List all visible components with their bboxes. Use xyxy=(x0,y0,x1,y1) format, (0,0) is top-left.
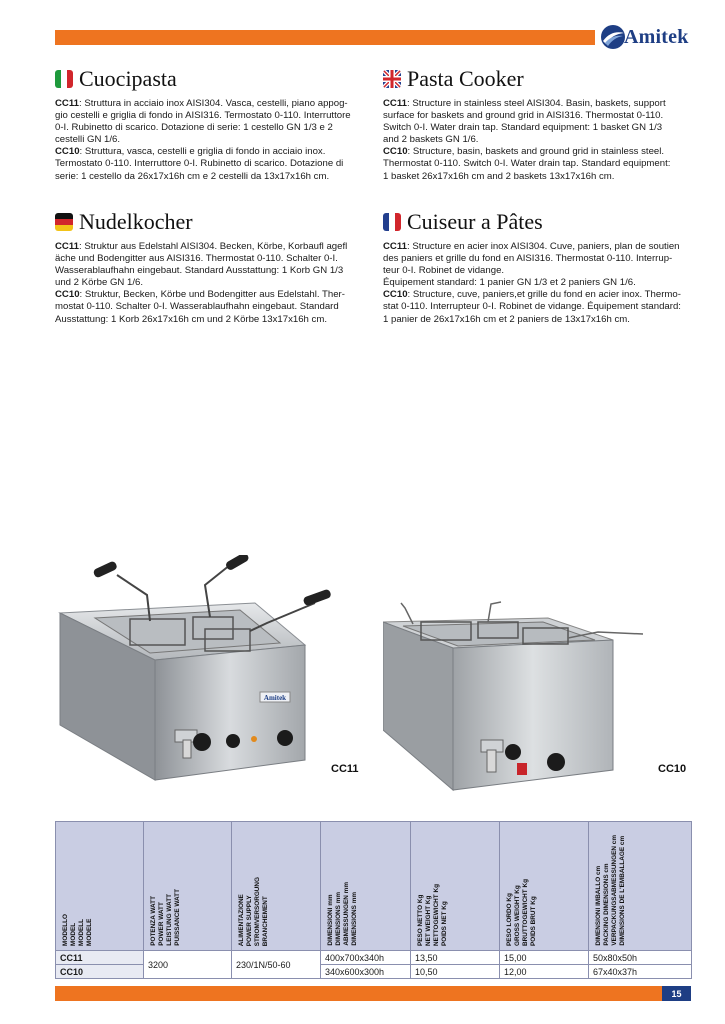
model-code: CC11 xyxy=(383,98,407,109)
spec-table xyxy=(55,821,692,979)
model-code: CC11 xyxy=(55,241,79,252)
cell-net-weight: 10,50 xyxy=(411,965,500,979)
header-dimensions: DIMENSIONI mm DIMENSIONS mm ABMESSUNGEN mm DIMENSIONS mm xyxy=(327,882,358,946)
text-line: Termostato 0-110. Interruttore 0-I. Rubinetto di scarico. Dotazione di xyxy=(55,158,344,170)
cc11-badge: Amitek xyxy=(263,694,287,702)
cell-power-supply: 230/1N/50-60 xyxy=(232,951,321,979)
text-line: 1 basket 26x17x16h cm and 2 baskets 13x17x16h cm. xyxy=(383,170,615,182)
italy-flag-icon xyxy=(55,70,73,88)
france-flag-icon xyxy=(383,213,401,231)
text-line: serie: 1 cestello da 26x17x16h cm e 2 cestelli da 13x17x16h cm. xyxy=(55,170,330,182)
text-line: äche und Bodengitter aus AISI316. Thermostat 0-110. Schalter 0-I. xyxy=(55,253,338,265)
cell-model: CC11 xyxy=(56,951,144,965)
text-line: 1 panier de 26x17x16h cm et 2 paniers de 13x17x16h cm. xyxy=(383,313,630,325)
text-line: stat 0-110. Interrupteur 0-I. Robinet de vidange. Équipement standard: xyxy=(383,301,681,313)
header-model: MODELLO MODEL MODELL MODELE xyxy=(62,914,93,946)
text-line: CC11: Struktur aus Edelstahl AISI304. Becken, Körbe, Korbaufl agefl xyxy=(55,241,348,252)
table-header-row xyxy=(56,822,692,951)
cc11-product-image xyxy=(55,555,365,790)
uk-flag-icon xyxy=(383,70,401,88)
cell-packing-dimensions: 50x80x50h xyxy=(589,951,692,965)
text-line: CC10: Struttura, vasca, cestelli e griglia di fondo in acciaio inox. xyxy=(55,146,326,158)
model-code: CC10 xyxy=(55,289,80,301)
text-line: CC11: Structure en acier inox AISI304. Cuve, paniers, plan de soutien xyxy=(383,241,680,252)
text-line: Wasserablaufhahn eingebaut. Standard Ausstattung: 1 Korb GN 1/3 xyxy=(55,265,344,277)
text-line: mostat 0-110. Schalter 0-I. Wasserablaufhahn eingebaut. Standard xyxy=(55,301,339,313)
section-french xyxy=(383,209,698,326)
text-line: surface for baskets and ground grid in AISI316. Thermostat 0-110. xyxy=(383,110,664,122)
model-code: CC10 xyxy=(383,289,408,301)
text-line: gio cestelli e griglia di fondo in AISI316. Termostato 0-110. Interruttore xyxy=(55,110,351,122)
text-line: CC10: Struktur, Becken, Körbe und Bodengitter aus Edelstahl. Ther- xyxy=(55,289,345,301)
text-line: Thermostat 0-110. Switch 0-I. Water drain tap. Standard equipment: xyxy=(383,158,671,170)
section-english xyxy=(383,66,698,183)
model-code: CC10 xyxy=(383,146,408,158)
text-line: des paniers et grille du fond en AISI316. Thermostat 0-110. Interrup- xyxy=(383,253,673,265)
cell-model: CC10 xyxy=(56,965,144,979)
text-line: 0-I. Rubinetto di scarico. Dotazione di serie: 1 cestello GN 1/3 e 2 xyxy=(55,122,333,134)
description-french xyxy=(383,241,698,326)
text-line: CC11: Structure in stainless steel AISI304. Basin, baskets, support xyxy=(383,98,666,109)
text-line: Équipement standard: 1 panier GN 1/3 et 2 paniers GN 1/6. xyxy=(383,277,636,289)
model-code: CC11 xyxy=(383,241,407,252)
amitek-swoosh-icon xyxy=(600,24,626,50)
text-line: Ausstattung: 1 Korb 26x17x16h cm und 2 Körbe 13x17x16h cm. xyxy=(55,313,327,325)
cc10-product-image xyxy=(383,600,693,795)
header-bar xyxy=(55,30,595,45)
text-line: and 2 baskets GN 1/6. xyxy=(383,134,479,146)
heading-german: Nudelkocher xyxy=(79,209,193,234)
header-net-weight: PESO NETTO Kg NET WEIGHT Kg NETTOGEWICHT Kg POIDS NET Kg xyxy=(417,883,448,946)
table-row xyxy=(56,951,692,965)
text-line: teur 0-I. Robinet de vidange. xyxy=(383,265,505,277)
description-german xyxy=(55,241,370,326)
cc11-label: CC11 xyxy=(331,763,359,775)
cell-packing-dimensions: 67x40x37h xyxy=(589,965,692,979)
section-italian xyxy=(55,66,370,183)
germany-flag-icon xyxy=(55,213,73,231)
cell-dimensions: 400x700x340h xyxy=(321,951,411,965)
heading-italian: Cuocipasta xyxy=(79,66,177,91)
text-line: cestelli GN 1/6. xyxy=(55,134,121,146)
text-line: CC11: Struttura in acciaio inox AISI304. Vasca, cestelli, piano appog- xyxy=(55,98,348,109)
section-german xyxy=(55,209,370,326)
header-gross-weight: PESO LORDO Kg GROSS WEIGHT Kg BRUTTOGEWICHT Kg POIDS BRUT Kg xyxy=(506,879,537,946)
heading-french: Cuiseur a Pâtes xyxy=(407,209,543,234)
cc10-label: CC10 xyxy=(658,763,687,775)
cell-net-weight: 13,50 xyxy=(411,951,500,965)
cell-gross-weight: 15,00 xyxy=(500,951,589,965)
text-line: und 2 Körbe GN 1/6. xyxy=(55,277,143,289)
header-power-supply: ALIMENTAZIONE POWER SUPPLY STROMVERSORGUNG BRANCHEMENT xyxy=(238,876,269,946)
page-number: 15 xyxy=(662,986,691,1001)
amitek-logo xyxy=(600,22,700,52)
footer-bar xyxy=(55,986,691,1001)
model-code: CC11 xyxy=(55,98,79,109)
brand-name: Amitek xyxy=(624,25,689,48)
cell-gross-weight: 12,00 xyxy=(500,965,589,979)
heading-english: Pasta Cooker xyxy=(407,66,524,91)
description-italian xyxy=(55,98,370,183)
cell-power: 3200 xyxy=(144,951,232,979)
header-packing-dimensions: DIMENSIONI IMBALLO cm PACKING DIMENSIONS cm VERPACKUNGSABMESSUNGEN cm DIMENSIONS DE L'EMBALLAGE cm xyxy=(595,835,626,946)
text-line: CC10: Structure, basin, baskets and ground grid in stainless steel. xyxy=(383,146,665,158)
description-english xyxy=(383,98,698,183)
text-line: CC10: Structure, cuve, paniers,et grille du fond en acier inox. Thermo- xyxy=(383,289,681,301)
model-code: CC10 xyxy=(55,146,80,158)
cell-dimensions: 340x600x300h xyxy=(321,965,411,979)
text-line: Switch 0-I. Water drain tap. Standard equipment: 1 basket GN 1/3 xyxy=(383,122,663,134)
header-power: POTENZA WATT POWER WATT LEISTUNG WATT PUISSANCE WATT xyxy=(150,889,181,946)
